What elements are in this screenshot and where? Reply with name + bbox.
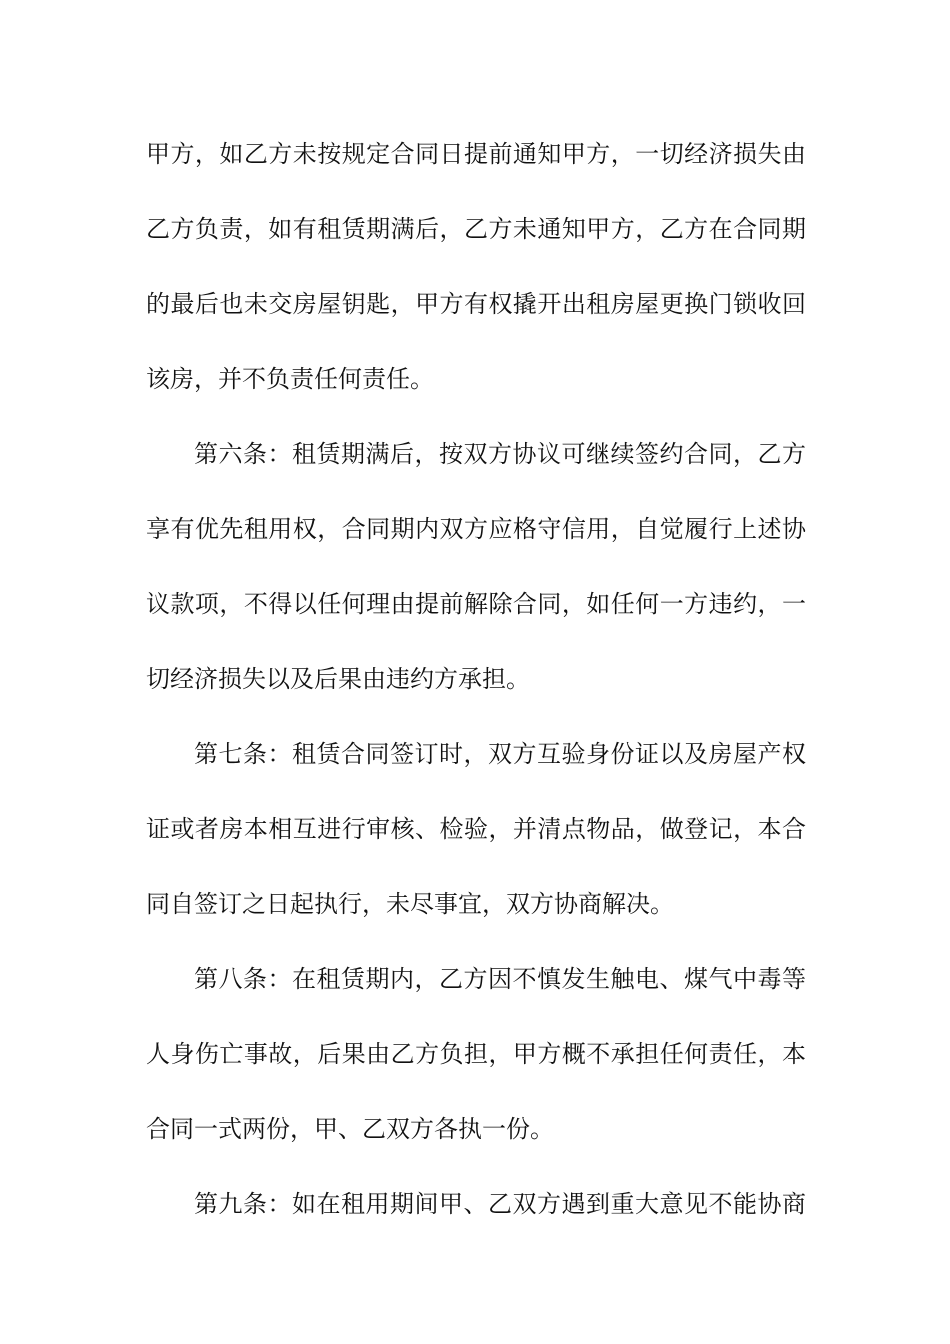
text-line: 享有优先租用权，合同期内双方应格守信用，自觉履行上述协 bbox=[146, 515, 806, 543]
text-line: 议款项，不得以任何理由提前解除合同，如任何一方违约，一 bbox=[146, 590, 806, 618]
text-line: 甲方，如乙方未按规定合同日提前通知甲方，一切经济损失由 bbox=[146, 140, 806, 168]
clause-6-heading-line: 第六条：租赁期满后，按双方协议可继续签约合同，乙方 bbox=[194, 440, 806, 468]
text-line: 乙方负责，如有租赁期满后，乙方未通知甲方，乙方在合同期 bbox=[146, 215, 806, 243]
clause-9-heading-line: 第九条：如在租用期间甲、乙双方遇到重大意见不能协商 bbox=[194, 1190, 806, 1218]
text-line: 同自签订之日起执行，未尽事宜，双方协商解决。 bbox=[146, 890, 674, 918]
text-line: 的最后也未交房屋钥匙，甲方有权撬开出租房屋更换门锁收回 bbox=[146, 290, 806, 318]
text-line: 合同一式两份，甲、乙双方各执一份。 bbox=[146, 1115, 554, 1143]
text-line: 该房，并不负责任何责任。 bbox=[146, 365, 434, 393]
text-line: 切经济损失以及后果由违约方承担。 bbox=[146, 665, 530, 693]
clause-7-heading-line: 第七条：租赁合同签订时，双方互验身份证以及房屋产权 bbox=[194, 740, 806, 768]
text-line: 证或者房本相互进行审核、检验，并清点物品，做登记，本合 bbox=[146, 815, 806, 843]
document-body bbox=[146, 130, 806, 1255]
clause-8-heading-line: 第八条：在租赁期内，乙方因不慎发生触电、煤气中毒等 bbox=[194, 965, 806, 993]
text-line: 人身伤亡事故，后果由乙方负担，甲方概不承担任何责任，本 bbox=[146, 1040, 806, 1068]
